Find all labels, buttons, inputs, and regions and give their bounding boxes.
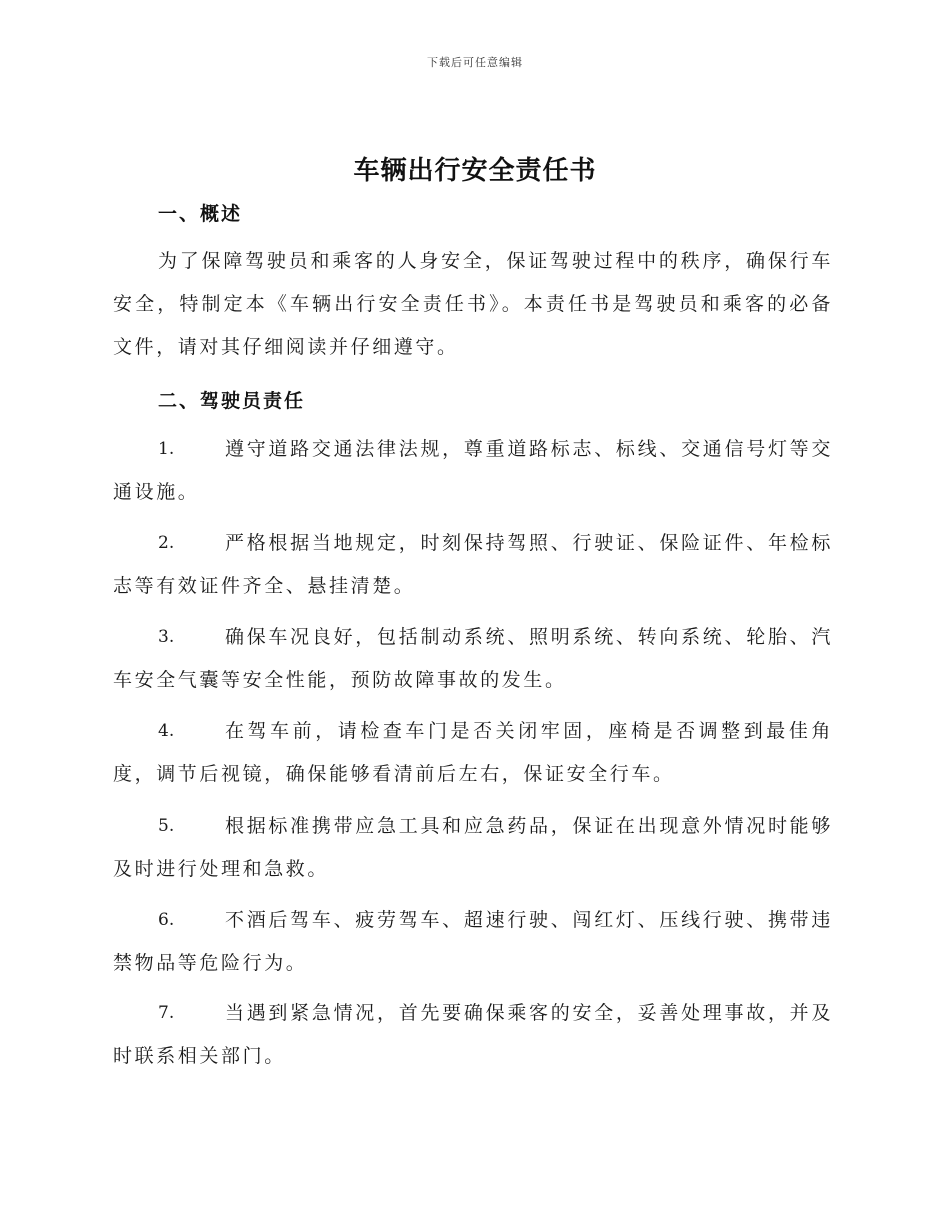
list-item-text: 不酒后驾车、疲劳驾车、超速行驶、闯红灯、压线行驶、携带违禁物品等危险行为。	[113, 909, 833, 974]
document-title: 车辆出行安全责任书	[353, 156, 597, 186]
list-item-text: 严格根据当地规定，时刻保持驾照、行驶证、保险证件、年检标志等有效证件齐全、悬挂清楚。	[113, 532, 833, 597]
section-heading-driver-duties: 二、驾驶员责任	[158, 390, 306, 412]
list-item-number: 3.	[158, 627, 175, 647]
section-heading-overview: 一、概述	[158, 203, 243, 225]
list-item	[113, 616, 833, 702]
list-item	[113, 992, 833, 1078]
list-item	[113, 522, 833, 608]
list-item-number: 2.	[158, 533, 175, 553]
list-item	[113, 710, 833, 796]
list-item-number: 1.	[158, 439, 175, 459]
list-item-text: 根据标准携带应急工具和应急药品，保证在出现意外情况时能够及时进行处理和急救。	[113, 815, 833, 880]
list-item-text: 在驾车前，请检查车门是否关闭牢固，座椅是否调整到最佳角度，调节后视镜，确保能够看清前后左右，保证安全行车。	[113, 720, 833, 785]
list-item-number: 4.	[158, 721, 175, 741]
list-item	[113, 899, 833, 985]
list-item	[113, 805, 833, 891]
list-item-text: 遵守道路交通法律法规，尊重道路标志、标线、交通信号灯等交通设施。	[113, 438, 833, 503]
list-item-number: 6.	[158, 910, 175, 930]
overview-paragraph: 为了保障驾驶员和乘客的人身安全，保证驾驶过程中的秩序，确保行车安全，特制定本《车辆出行安全责任书》。本责任书是驾驶员和乘客的必备文件，请对其仔细阅读并仔细遵守。	[113, 250, 833, 358]
list-item	[113, 428, 833, 514]
header-note: 下载后可任意编辑	[427, 56, 523, 69]
list-item-text: 当遇到紧急情况，首先要确保乘客的安全，妥善处理事故，并及时联系相关部门。	[113, 1002, 833, 1067]
list-item-text: 确保车况良好，包括制动系统、照明系统、转向系统、轮胎、汽车安全气囊等安全性能，预防故障事故的发生。	[113, 626, 833, 691]
list-item-number: 7.	[158, 1003, 175, 1023]
list-item-number: 5.	[158, 816, 175, 836]
